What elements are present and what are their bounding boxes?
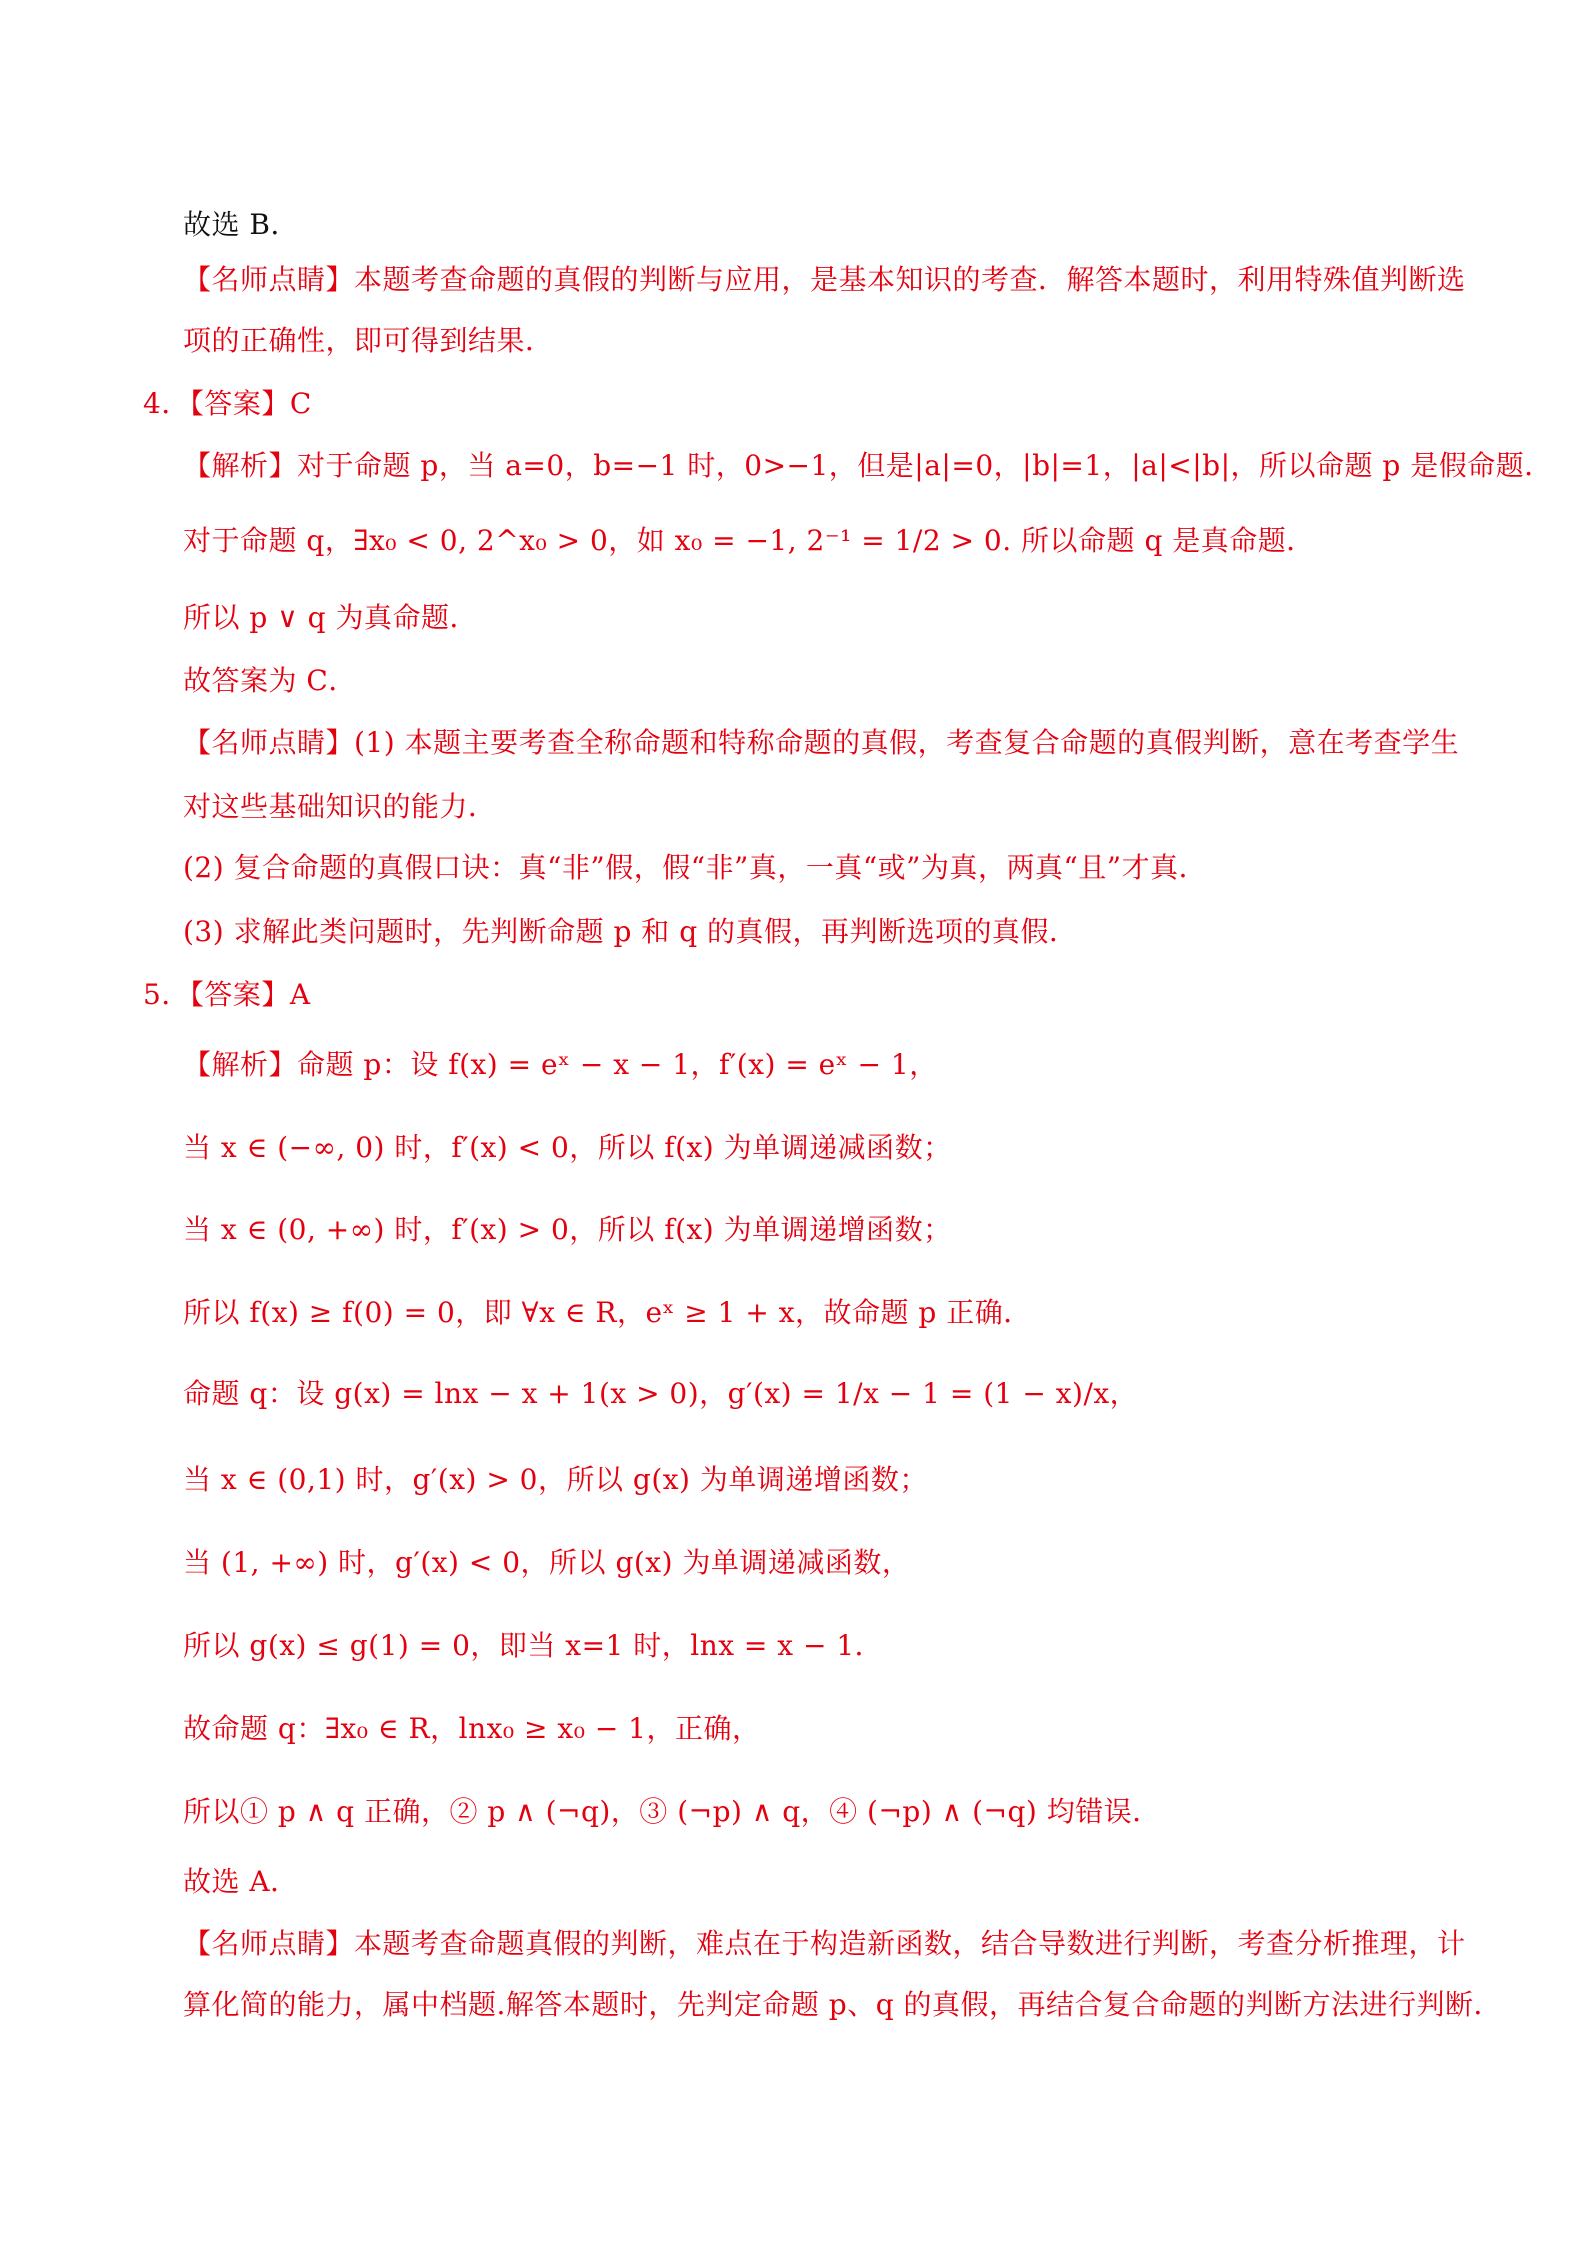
analysis-q4-line1: 【解析】对于命题 p，当 a=0，b=−1 时，0>−1，但是|a|=0，|b|=1，|a|<|b|，所以命题 p 是假命题． [183, 449, 1553, 482]
teacher-comment-q5-line2: 算化简的能力，属中档题.解答本题时，先判定命题 p、q 的真假，再结合复合命题的判断方法进行判断． [183, 1988, 1503, 2021]
teacher-comment-q4-line4: (3) 求解此类问题时，先判断命题 p 和 q 的真假，再判断选项的真假． [183, 915, 1078, 948]
analysis-q5-line10: 所以① p ∧ q 正确，② p ∧ (¬q)，③ (¬p) ∧ q，④ (¬p) ∧ (¬q) 均错误． [183, 1795, 1161, 1828]
analysis-q5-line3: 当 x ∈ (0, +∞) 时，f′(x) > 0，所以 f(x) 为单调递增函数； [183, 1213, 952, 1246]
answer-heading-q4: 4．【答案】C [143, 387, 312, 420]
teacher-comment-q4-line3: (2) 复合命题的真假口诀：真“非”假，假“非”真，一真“或”为真，两真“且”才真． [183, 851, 1208, 884]
analysis-q4-line2: 对于命题 q，∃x₀ < 0, 2^x₀ > 0，如 x₀ = −1, 2⁻¹ = 1/2 > 0. 所以命题 q 是真命题． [183, 524, 1315, 557]
analysis-q4-conclusion: 故答案为 C． [183, 664, 357, 697]
answer-heading-q5: 5．【答案】A [143, 978, 311, 1011]
analysis-q5-conclusion: 故选 A． [183, 1865, 299, 1898]
analysis-q5-line2: 当 x ∈ (−∞, 0) 时，f′(x) < 0，所以 f(x) 为单调递减函数； [183, 1131, 952, 1164]
teacher-comment-q4-line2: 对这些基础知识的能力． [183, 790, 497, 823]
analysis-q5-line4: 所以 f(x) ≥ f(0) = 0，即 ∀x ∈ R，eˣ ≥ 1 + x，故命题 p 正确． [183, 1296, 1032, 1329]
analysis-q5-line7: 当 (1, +∞) 时，g′(x) < 0，所以 g(x) 为单调递减函数， [183, 1546, 911, 1579]
analysis-q5-line8: 所以 g(x) ≤ g(1) = 0，即当 x=1 时，lnx = x − 1． [183, 1629, 884, 1662]
analysis-q4-line3: 所以 p ∨ q 为真命题． [183, 601, 478, 634]
teacher-comment-q3-line1: 【名师点睛】本题考查命题的真假的判断与应用，是基本知识的考查．解答本题时，利用特殊值判断选 [183, 263, 1466, 296]
teacher-comment-q5-line1: 【名师点睛】本题考查命题真假的判断，难点在于构造新函数，结合导数进行判断，考查分析推理，计 [183, 1927, 1466, 1960]
analysis-q5-line9: 故命题 q：∃x₀ ∈ R，lnx₀ ≥ x₀ − 1，正确， [183, 1712, 761, 1745]
analysis-q5-line5: 命题 q：设 g(x) = lnx − x + 1(x > 0)，g′(x) = 1/x − 1 = (1 − x)/x， [183, 1377, 1139, 1410]
analysis-q5-line6: 当 x ∈ (0,1) 时，g′(x) > 0，所以 g(x) 为单调递增函数； [183, 1463, 928, 1496]
analysis-q5-line1: 【解析】命题 p：设 f(x) = eˣ − x − 1，f′(x) = eˣ − 1， [183, 1048, 938, 1081]
teacher-comment-q3-line2: 项的正确性，即可得到结果． [183, 324, 554, 357]
teacher-comment-q4-line1: 【名师点睛】(1) 本题主要考查全称命题和特称命题的真假，考查复合命题的真假判断，意在考查学生 [183, 726, 1460, 759]
conclusion-line-q3: 故选 B． [183, 208, 299, 241]
